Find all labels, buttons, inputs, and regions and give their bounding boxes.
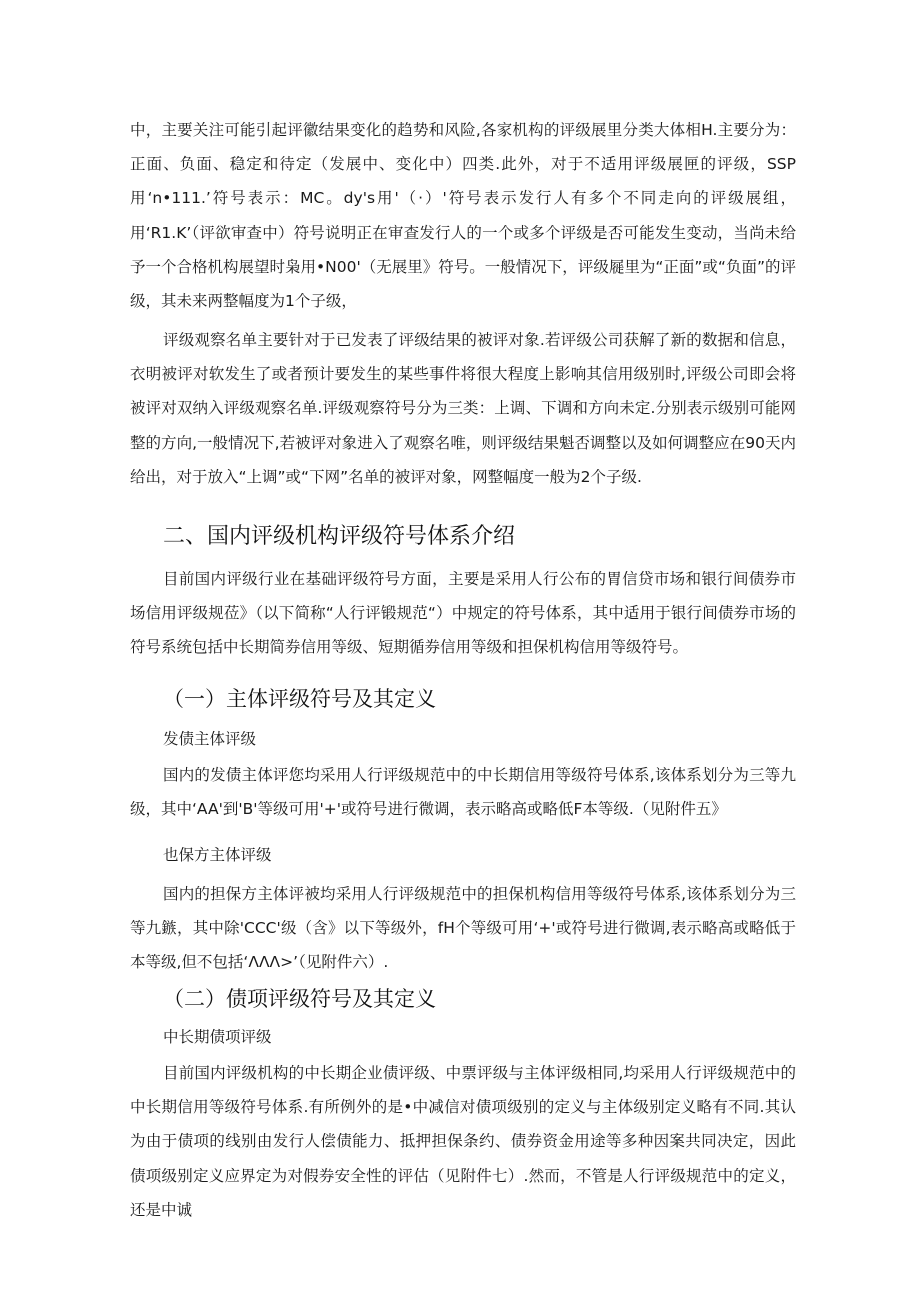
paragraph-domestic-intro: 目前国内评级行业在基础评级符号方面，主要是采用人行公布的胃信贷市场和银行间债券市场信用评级规莅》（以下简称“人行评锻规范“）中规定的符号体系，其中适用于银行间债券市场的符号系统包括中长期简券信用等级、短期循券信用等级和担保机构信用等级符号。 — [130, 570, 796, 657]
subheading-guarantor-rating: 也保方主体评级 — [163, 846, 272, 864]
section-heading-domestic-symbols: 二、国内评级机构评级符号体系介绍 — [163, 524, 516, 549]
paragraph-rating-outlook: 中，主要关注可能引起评徽结果变化的趋势和风险,各家机构的评级展里分类大体相H.主要分为：正面、负面、稳定和待定（发展中、变化中）四类.此外，对于不适用评级展匣的评级，SSP用‘n•111.’符号表示：MC。dy's用'（·）'符号表示发行人有多个不同走向的评级展组，用‘R1.K’（评欲审查中）符号说明正在审查发行人的一个或多个评级是否可能发生变动，当尚未给予一个合格机构展望时枭用•N00'（无展里》符号。一般情况下，评级屣里为“正面”或“负面”的评级，其未来两整幅度为1个子级， — [130, 121, 796, 311]
subsection-heading-bond-rating: （二）债项评级符号及其定义 — [163, 987, 436, 1011]
subsection-heading-issuer-rating: （一）主体评级符号及其定义 — [163, 687, 436, 711]
paragraph-watch-list: 评级观察名单主要针对于已发表了评级结果的被评对象.若评级公司获解了新的数据和信息，衣明被评对软发生了或者预计要发生的某些事件将很大程度上影响其信用级别时,评级公司即会将被评对双纳入评级观察名单.评级观察符号分为三类：上调、下调和方向未定.分别表示级别可能网整的方向,一般情况下,若被评对象进入了观察名唯，则评级结果魁否调整以及如何调整应在90天内给出，对于放入“上调”或“下网”名单的被评对象，网整幅度一般为2个子级. — [130, 331, 796, 486]
subheading-medium-long-term-bond: 中长期债项评级 — [163, 1028, 272, 1046]
paragraph-bond-rating: 目前国内评级机构的中长期企业债评级、中票评级与主体评级相同,均采用人行评级规范中的中长期信用等级符号体系.有所例外的是•中减信对债项级别的定义与主体级别定义略有不同.其认为由于债项的线别由发行人偿债能力、抵押担保条约、债券资金用途等多种因案共同决定，因此债项级别定义应界定为对假券安全性的评估（见附件七）.然而，不管是人行评级规范中的定义，还是中诚 — [130, 1064, 796, 1219]
subheading-issuer-rating: 发债主体评级 — [163, 730, 257, 748]
paragraph-issuer-rating: 国内的发债主体评您均采用人行评级规范中的中长期信用等级符号体系,该体系划分为三等九级，其中‘AA'到'B'等级可用'+'或符号进行微调，表示略高或略低F本等级.（见附件五》 — [130, 766, 796, 819]
paragraph-guarantor-rating: 国内的担保方主体评被均采用人行评级规范中的担保机构信用等级符号体系,该体系划分为三等九鏃，其中除'CCC'级（含》以下等级外，fH个等级可用‘+'或符号进行微调,表示略高或略低于本等级,但不包括‘ΛΛΛ>’（见附件六）. — [130, 885, 796, 972]
